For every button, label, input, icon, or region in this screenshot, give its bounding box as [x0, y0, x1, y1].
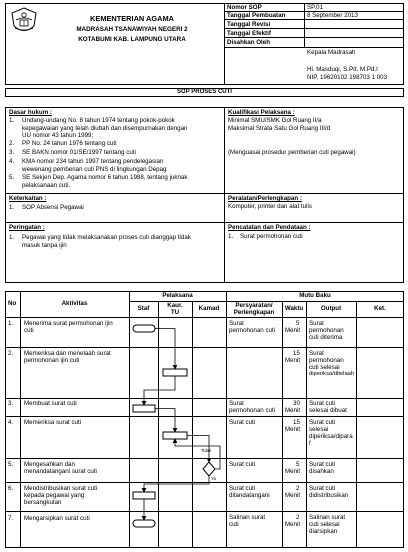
col-header-kamad: Kamad [198, 305, 220, 312]
sop-title: SOP PROSES CUTI [177, 89, 232, 95]
meta-label-tanggal-pembuatan: Tanggal Pembuatan [227, 12, 286, 19]
row-output: diarsipkan [309, 528, 338, 535]
pencatatan-item-number: 1. [228, 233, 234, 240]
peringatan-item-number: 1. [9, 234, 15, 241]
kualifikasi-line: Minimal SMU/SMK Gol Ruang II/a [228, 117, 322, 124]
kualifikasi-line: Maksimal Strata Satu Gol Ruang III/d [228, 125, 331, 132]
peringatan-item-line: masuk tanpa ijin [22, 242, 67, 249]
flow-process-2 [163, 369, 187, 376]
row-persyaratan: cuti [229, 521, 239, 528]
flow-start-terminator [133, 325, 155, 332]
flow-decision [203, 462, 215, 476]
row-waktu: Menit [285, 407, 301, 414]
row-no: 2. [8, 350, 14, 357]
meta-value-tanggal-pembuatan: 8 September 2013 [307, 12, 358, 19]
row-output: f [309, 440, 311, 447]
row-no: 7. [8, 515, 14, 522]
col-header-staf: Staf [137, 305, 150, 312]
pencatatan-item: Surat permohonan cuti [240, 233, 303, 240]
peringatan-item-line: Pegawai yang tidak melaksanakan proses cuti dianggap tidak [22, 234, 191, 241]
institution-school: MADRASAH TSANAWIYAH NEGERI 2 [76, 26, 188, 33]
keterkaitan-heading: Keterkaitan : [9, 195, 47, 202]
row-persyaratan: Surat cuti [229, 485, 256, 492]
institution-location: KOTABUMI KAB. LAMPUNG UTARA [78, 36, 186, 43]
row-output: Surat cuti [309, 461, 336, 468]
row-no: 6. [8, 485, 14, 492]
row-persyaratan: Surat cuti [229, 461, 256, 468]
flow-end-terminator [133, 520, 155, 527]
flow-process-4 [163, 432, 187, 439]
list-item: 5. SE Sekjen Dep. Agama nomor 6 tahun 1988, tentang juknak pelaksanaan cuti. [9, 174, 188, 189]
row-persyaratan: Surat [229, 400, 244, 407]
keterkaitan-item: SOP Absensi Pegawai [22, 204, 84, 211]
approved-label: Disahkan Oleh [227, 39, 270, 46]
col-header-ket: Ket. [374, 305, 386, 312]
row-output: disahkan [309, 468, 334, 475]
col-header-mutu: Mutu Baku [299, 292, 331, 299]
col-header-tu: TU [170, 309, 180, 316]
col-header-persyaratan: Persyaratan/ [235, 302, 273, 309]
list-item: 3. SE BAKN nomor 01/SE/1997 tentang cuti [9, 149, 136, 156]
approver-title: Kepala Madrasah [307, 49, 356, 56]
row-no: 3. [8, 400, 14, 407]
row-aktivitas: cuti [24, 327, 34, 334]
meta-label-nomor: Nomor SOP [227, 4, 262, 11]
row-aktivitas: Memeriksa surat cuti [24, 419, 82, 426]
row-output: didistribusikan [309, 492, 349, 499]
row-aktivitas: Mengesahkan dan [24, 461, 75, 468]
row-output: cuti diterima [309, 334, 343, 341]
row-output: cuti selesai [309, 521, 340, 528]
decision-yes-label: Ya [211, 476, 216, 481]
row-waktu: Menit [285, 492, 301, 499]
row-aktivitas: Mendistribusikan surat cuti [24, 485, 98, 492]
institution-name: KEMENTERIAN AGAMA [90, 14, 174, 23]
row-aktivitas: kepada pegawai yang [24, 492, 85, 499]
row-persyaratan: Surat [229, 320, 244, 327]
row-waktu: 2 [296, 514, 300, 521]
pencatatan-heading: Pencatatan dan Pendataan : [228, 224, 311, 231]
row-waktu: Menit [285, 468, 301, 475]
col-header-output: Output [320, 305, 342, 312]
row-output: Surat cuti [309, 485, 336, 492]
col-header-pelaksana: Pelaksana [162, 292, 193, 299]
row-waktu: Menit [285, 357, 301, 364]
row-waktu: 2 [296, 485, 300, 492]
row-persyaratan: Surat cuti [229, 419, 256, 426]
col-header-kaur: Kaur. [167, 302, 183, 309]
row-aktivitas: Memeriksa dan menelaah surat [24, 350, 111, 357]
approver-name: Hi. Masduqi, S.Pd. M.Pd.I [307, 66, 378, 73]
row-waktu: Menit [285, 521, 301, 528]
row-no: 4. [8, 419, 14, 426]
row-persyaratan: Salinan surat [229, 514, 266, 521]
list-item: 1. Undang-undang No. 8 tahun 1974 tentang pokok-pokok kepegawaian yang telah diubah dan disempurnakan dengan UU nomor 43 tahun 1999; [9, 117, 188, 139]
approver-nip: NIP. 19620102 198703 1 003 [307, 74, 388, 81]
dasar-hukum-heading: Dasar hukum : [9, 109, 52, 116]
row-output: diperiksa/ditelaah [309, 371, 355, 377]
col-header-waktu: Waktu [284, 305, 304, 312]
row-no: 1. [8, 320, 14, 327]
kualifikasi-line: (Menguasai prosedur pemberian cuti pegawai) [228, 149, 356, 156]
row-output: diperiksa/dipara [309, 433, 353, 440]
flow-process-3 [133, 405, 155, 412]
row-aktivitas: Membuat surat cuti [24, 400, 77, 407]
row-output: Surat cuti [309, 419, 336, 426]
row-waktu: Menit [285, 327, 301, 334]
row-waktu: 15 [293, 419, 300, 426]
col-header-perlengkapan: Perlengkapan [233, 309, 275, 316]
peringatan-heading: Peringatan : [9, 224, 45, 231]
decision-no-label: Tidak [201, 448, 212, 453]
row-persyaratan: permohonan cuti [229, 407, 276, 414]
kualifikasi-heading: Kualifikasi Pelaksana : [228, 109, 295, 116]
list-item: 4. KMA nomor 234 tahun 1997 tentang pendelegasian wewenang pemberian cuti PNS di lingkungan Depag [9, 158, 167, 173]
meta-label-tanggal-revisi: Tanggal Revisi [227, 21, 271, 28]
row-persyaratan: ditandatangani [229, 492, 270, 499]
row-output: Surat cuti [309, 400, 336, 407]
row-waktu: 5 [296, 320, 300, 327]
list-item: 2. PP No. 24 tahun 1976 tentang cuti [9, 140, 117, 147]
row-waktu: Menit [285, 426, 301, 433]
row-aktivitas: bersangkutan [24, 499, 62, 506]
row-aktivitas: Menerima surat permohonan ijin [24, 320, 113, 327]
row-output: permohonan [309, 327, 344, 334]
row-no: 5. [8, 461, 14, 468]
col-header-no: No [8, 300, 17, 307]
row-output: selesai dibuat [309, 407, 347, 414]
meta-value-nomor: SP.01 [307, 4, 324, 11]
keterkaitan-item-number: 1. [9, 204, 15, 211]
row-output: Surat [309, 350, 324, 357]
flow-process-6 [133, 492, 155, 499]
row-waktu: 5 [296, 461, 300, 468]
row-waktu: 30 [293, 400, 300, 407]
row-persyaratan: permohonan cuti [229, 327, 276, 334]
row-aktivitas: Mengarsipkan surat cuti [24, 515, 90, 522]
col-header-aktivitas: Aktivitas [61, 300, 88, 307]
row-output: Salinan surat [309, 514, 346, 521]
row-output: Surat [309, 320, 324, 327]
peralatan-heading: Peralatan/Perlengkapan : [228, 195, 302, 202]
peralatan-text: Komputer, printer dan alat tulis [228, 203, 312, 210]
meta-label-tanggal-efektif: Tanggal Efektif [227, 30, 271, 37]
row-aktivitas: menandatangani surat cuti [24, 468, 97, 475]
row-aktivitas: permohonan ijin cuti [24, 357, 80, 364]
row-output: selesai [309, 426, 329, 433]
row-waktu: 15 [293, 350, 300, 357]
row-output: cuti selesai [309, 364, 340, 371]
row-output: permohonan [309, 357, 344, 364]
